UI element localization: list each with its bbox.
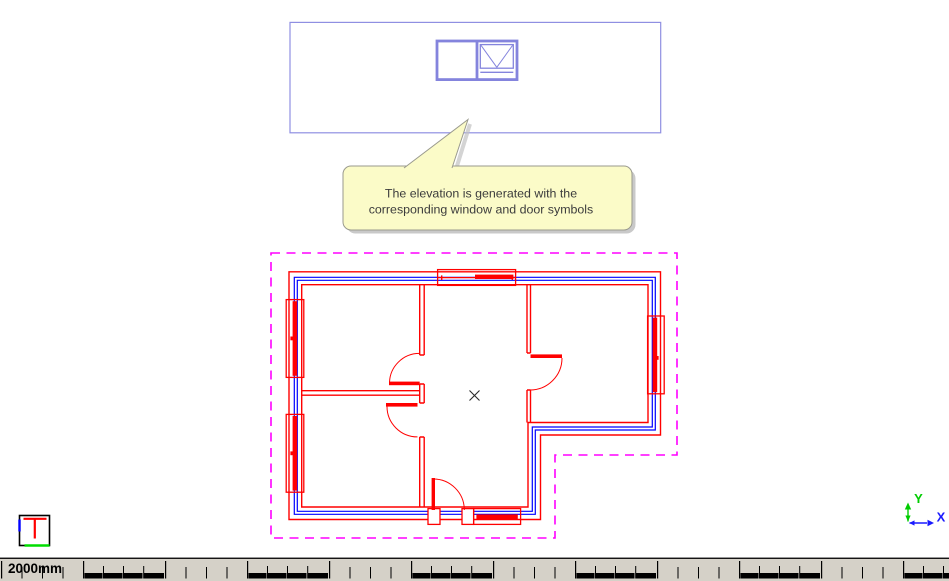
door-upper-left-room[interactable] bbox=[389, 353, 420, 385]
axis-indicator bbox=[905, 491, 946, 526]
windows[interactable] bbox=[286, 270, 664, 525]
elevation-view[interactable] bbox=[290, 22, 661, 132]
callout-text-line2: corresponding window and door symbols bbox=[368, 202, 594, 217]
y-axis-label: Y bbox=[914, 491, 923, 506]
x-axis-label: X bbox=[936, 509, 946, 525]
ruler-ticks bbox=[0, 558, 949, 581]
door-lower-left-room[interactable] bbox=[386, 403, 418, 437]
scale-ruler bbox=[0, 558, 949, 581]
interior-wall-left bbox=[420, 285, 425, 507]
floor-plan[interactable] bbox=[271, 253, 677, 538]
door-right-room[interactable] bbox=[530, 354, 562, 390]
elevation-outline[interactable] bbox=[290, 22, 661, 132]
callout-tooltip bbox=[343, 120, 636, 234]
window-right[interactable] bbox=[648, 316, 665, 394]
ruler-scale-label: 2000mm bbox=[8, 561, 63, 576]
callout-text-line1: The elevation is generated with the bbox=[384, 186, 578, 201]
y-axis-inner-arrowhead bbox=[905, 516, 910, 522]
door-entrance[interactable] bbox=[432, 478, 465, 510]
y-axis-arrowhead bbox=[905, 503, 911, 510]
casement-pane bbox=[480, 45, 513, 69]
casement-opening-lines bbox=[481, 45, 513, 67]
origin-marker-icon bbox=[20, 516, 50, 546]
interior-wall-right bbox=[527, 285, 531, 423]
elevation-window-symbol[interactable] bbox=[437, 41, 517, 80]
interior-wall-horizontal bbox=[302, 391, 420, 396]
x-axis-inner-arrowhead bbox=[909, 520, 914, 525]
ruler-top-border bbox=[0, 558, 949, 559]
x-axis-arrowhead bbox=[928, 520, 935, 526]
center-cross-mark bbox=[470, 391, 480, 401]
